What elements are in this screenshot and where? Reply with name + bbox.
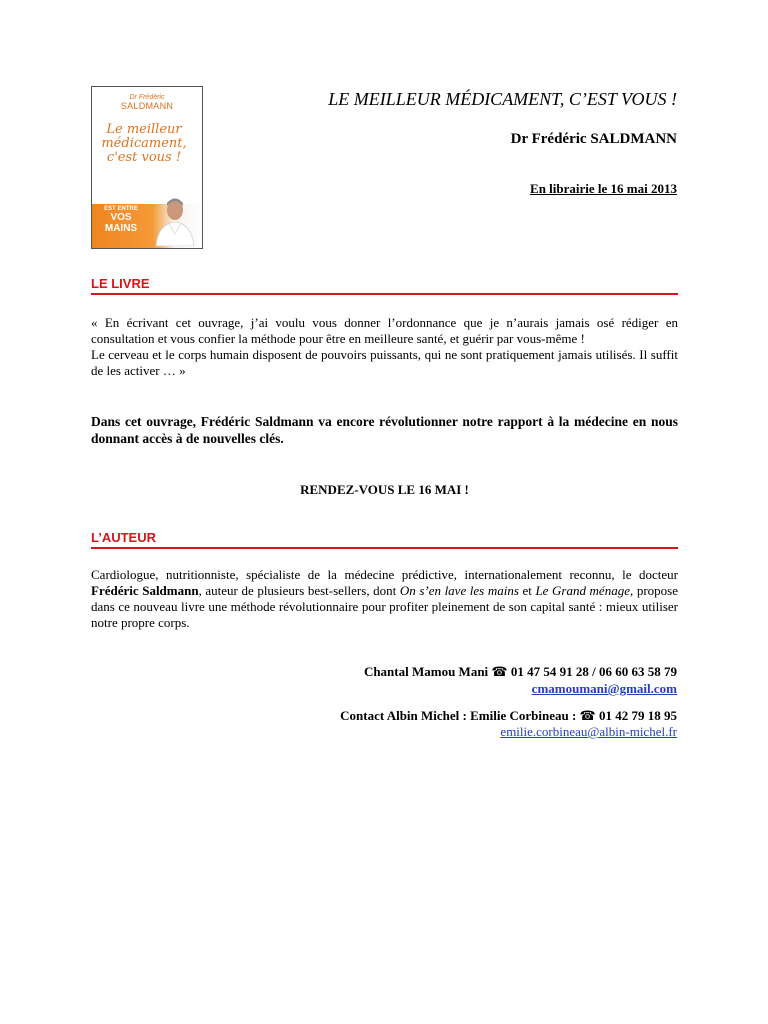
contact-phone: 01 42 79 18 95 [595, 708, 677, 723]
cover-author [92, 93, 202, 111]
bio-name: Frédéric Saldmann [91, 583, 199, 598]
phone-icon: ☎ [491, 665, 508, 680]
cover-band-text [95, 200, 147, 234]
band-line: VOTRE SANTÉ [99, 200, 143, 206]
bio-text: et [518, 583, 536, 598]
contact-name: Contact Albin Michel : Emilie Corbineau : [340, 708, 580, 723]
author-name: Dr Frédéric SALDMANN [510, 131, 677, 147]
bio-text: , auteur de plusieurs best-sellers, dont [198, 583, 400, 598]
contact-chantal [200, 664, 677, 681]
bio-text: Cardiologue, nutritionniste, spécialiste de la médecine prédictive, internationalement reconnu, le docteur [91, 567, 678, 582]
release-date-text: En librairie le 16 mai 2013 [530, 181, 677, 196]
cover-author-first: Dr Frédéric [129, 94, 165, 101]
section-heading-auteur: L’AUTEUR [91, 530, 678, 549]
book-summary: Dans cet ouvrage, Frédéric Saldmann va encore révolutionner notre rapport à la médecine en nous donnant accès à de nouvelles clés. [91, 414, 678, 446]
book-quote [91, 315, 678, 379]
bio-book-title: On s’en lave les mains [399, 583, 519, 598]
cover-title-line: Le meilleur [106, 122, 182, 137]
release-date [200, 181, 677, 197]
cover-author-last: SALDMANN [120, 101, 174, 111]
contact-albin-michel [200, 708, 677, 725]
quote-paragraph: Le cerveau et le corps humain disposent de pouvoirs puissants, qui ne sont pratiquement jamais utilisés. Il suffit de les activer … » [91, 347, 678, 378]
band-line: EST ENTRE [104, 206, 138, 212]
cover-title [92, 123, 196, 165]
quote-paragraph: « En écrivant cet ouvrage, j’ai voulu vous donner l’ordonnance que je n’aurais jamais osé rédiger en consultation et vous confier la méthode pour être en meilleure santé, et guérir par vous-même ! [91, 315, 678, 346]
page-title: LE MEILLEUR MÉDICAMENT, C’EST VOUS ! [328, 89, 677, 109]
band-line: VOS MAINS [104, 212, 138, 234]
contact-chantal-email-row [200, 681, 677, 697]
cover-title-line: médicament, [101, 136, 187, 151]
rendezvous-line: RENDEZ-VOUS LE 16 MAI ! [300, 482, 469, 497]
section-heading-livre: LE LIVRE [91, 276, 678, 295]
contact-name: Chantal Mamou Mani [363, 664, 492, 679]
author-portrait-icon [152, 194, 198, 246]
bio-text: , propose dans ce nouveau livre une méthode révolutionnaire pour profiter pleinement de son capital santé : mieux utiliser notre propre corps. [91, 583, 678, 630]
phone-icon: ☎ [579, 709, 596, 724]
contact-albin-email-row [200, 724, 677, 740]
author-bio [91, 567, 678, 631]
bio-book-title: Le Grand ménage [535, 583, 630, 598]
contact-phone: 01 47 54 91 28 / 06 60 63 58 79 [507, 664, 677, 679]
email-link-emilie[interactable]: emilie.corbineau@albin-michel.fr [500, 724, 677, 739]
cover-title-line: c'est vous ! [106, 150, 182, 165]
book-cover-image [91, 86, 203, 249]
email-link-chantal[interactable]: cmamoumani@gmail.com [531, 681, 677, 696]
